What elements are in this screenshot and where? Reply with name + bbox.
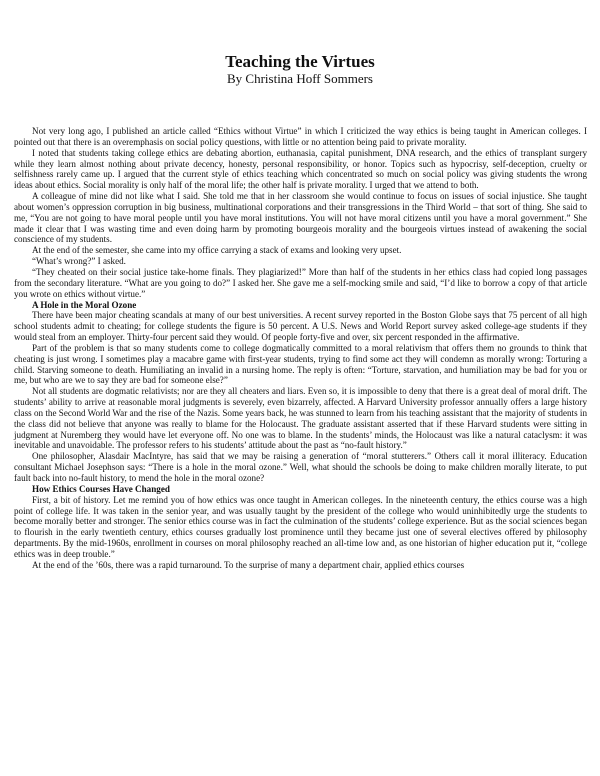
paragraph: Not all students are dogmatic relativists; nor are they all cheaters and liars. Even so, it is impossible to deny that there is a great deal of moral drift. The students’ ability to arrive at reasonable moral judgments is severely, even bizarrely, affected. A Harvard University professor annually offers a large history class on the Second World War and the rise of the Nazis. Some years back, he was stunned to learn from his teaching assistant that the majority of students in the class did not believe that anyone was really to blame for the Holocaust. The graduate assistant asserted that if these Harvard students were sitting in judgment at Nuremberg they would have let everyone off. No one was to blame. In the students’ minds, the Holocaust was like a natural cataclysm: it was inevitable and unavoidable. The professor refers to his students’ attitude about the past as “no-fault history.” (14, 386, 587, 451)
paragraph: “What’s wrong?” I asked. (32, 256, 126, 267)
document-byline: By Christina Hoff Sommers (226, 71, 373, 86)
paragraph: First, a bit of history. Let me remind you of how ethics was once taught in American colleges. In the nineteenth century, the ethics course was a high point of college life. It was taken in the senior year, and was usually taught by the president of the college who would uninhibitedly urge the students to become morally better and stronger. The senior ethics course was in fact the culmination of the students’ college experience. But as the social sciences began to flourish in the early twentieth century, ethics courses gradually lost prominence until they became just one of several electives offered by philosophy departments. By the mid-1960s, enrollment in courses on moral philosophy reached an all-time low and, as one historian of higher education put it, “college ethics was in deep trouble.” (14, 494, 587, 559)
paragraph: There have been major cheating scandals at many of our best universities. A recent survey reported in the Boston Globe says that 75 percent of all high school students admit to cheating; for college students the figure is 50 percent. A U.S. News and World Report survey asked college-age students if they would steal from an employer. Thirty-four percent said they would. Of people forty-five and over, six percent responded in the affirmative. (14, 310, 587, 343)
document-body (14, 126, 587, 571)
paragraph: At the end of the ’60s, there was a rapid turnaround. To the surprise of many a department chair, applied ethics courses (32, 559, 465, 570)
section-heading: How Ethics Courses Have Changed (32, 483, 170, 494)
paragraph: I noted that students taking college ethics are debating abortion, euthanasia, capital punishment, DNA research, and the ethics of transplant surgery while they learn almost nothing about private decency, honesty, personal responsibility, or honor. Topics such as hypocrisy, self-deception, cruelty or selfishness rarely came up. I argued that the current style of ethics teaching which concentrated so much on social policy was giving students the wrong ideas about ethics. Social morality is only half of the moral life; the other half is private morality. I urged that we attend to both. (14, 147, 587, 191)
paragraph: A colleague of mine did not like what I said. She told me that in her classroom she would continue to focus on issues of social injustice. She taught about women’s oppression corruption in big business, multinational corporations and their transgressions in the Third World – that sort of thing. She said to me, “You are not going to have moral people until you have moral institutions. You will not have moral citizens until you have a moral government.” She made it clear that I was wasting time and even doing harm by promoting bourgeois morality and the bourgeois virtues instead of awakening the social conscience of my students. (14, 191, 587, 245)
paragraph: “They cheated on their social justice take-home finals. They plagiarized!” More than half of the students in her ethics class had copied long passages from the secondary literature. “What are you going to do?” I asked her. She gave me a self-mocking smile and said, “I’d like to borrow a copy of that article you wrote on ethics without virtue.” (14, 266, 587, 299)
paragraph: Part of the problem is that so many students come to college dogmatically committed to a moral relativism that offers them no grounds to think that cheating is just wrong. I sometimes play a macabre game with first-year students, trying to find some act they will condemn as morally wrong: Torturing a child. Starving someone to death. Humiliating an invalid in a nursing home. The reply is often: “Torture, starvation, and humiliation may be bad for you or me, but who are we to say they are bad for someone else?” (14, 342, 587, 386)
paragraph: Not very long ago, I published an article called “Ethics without Virtue” in which I criticized the way ethics is being taught in American colleges. I pointed out that there is an overemphasis on social policy questions, with little or no attention being paid to private morality. (14, 126, 587, 147)
document-title: Teaching the Virtues (225, 52, 375, 71)
paragraph: At the end of the semester, she came into my office carrying a stack of exams and looking very upset. (32, 245, 402, 256)
section-heading: A Hole in the Moral Ozone (32, 299, 137, 310)
paragraph: One philosopher, Alasdair MacIntyre, has said that we may be raising a generation of “moral stutterers.” Others call it moral illiteracy. Education consultant Michael Josephson says: “There is a hole in the moral ozone.” Well, what should the schools be doing to make children morally literate, to put fault back into no-fault history, to mend the hole in the moral ozone? (14, 451, 587, 483)
